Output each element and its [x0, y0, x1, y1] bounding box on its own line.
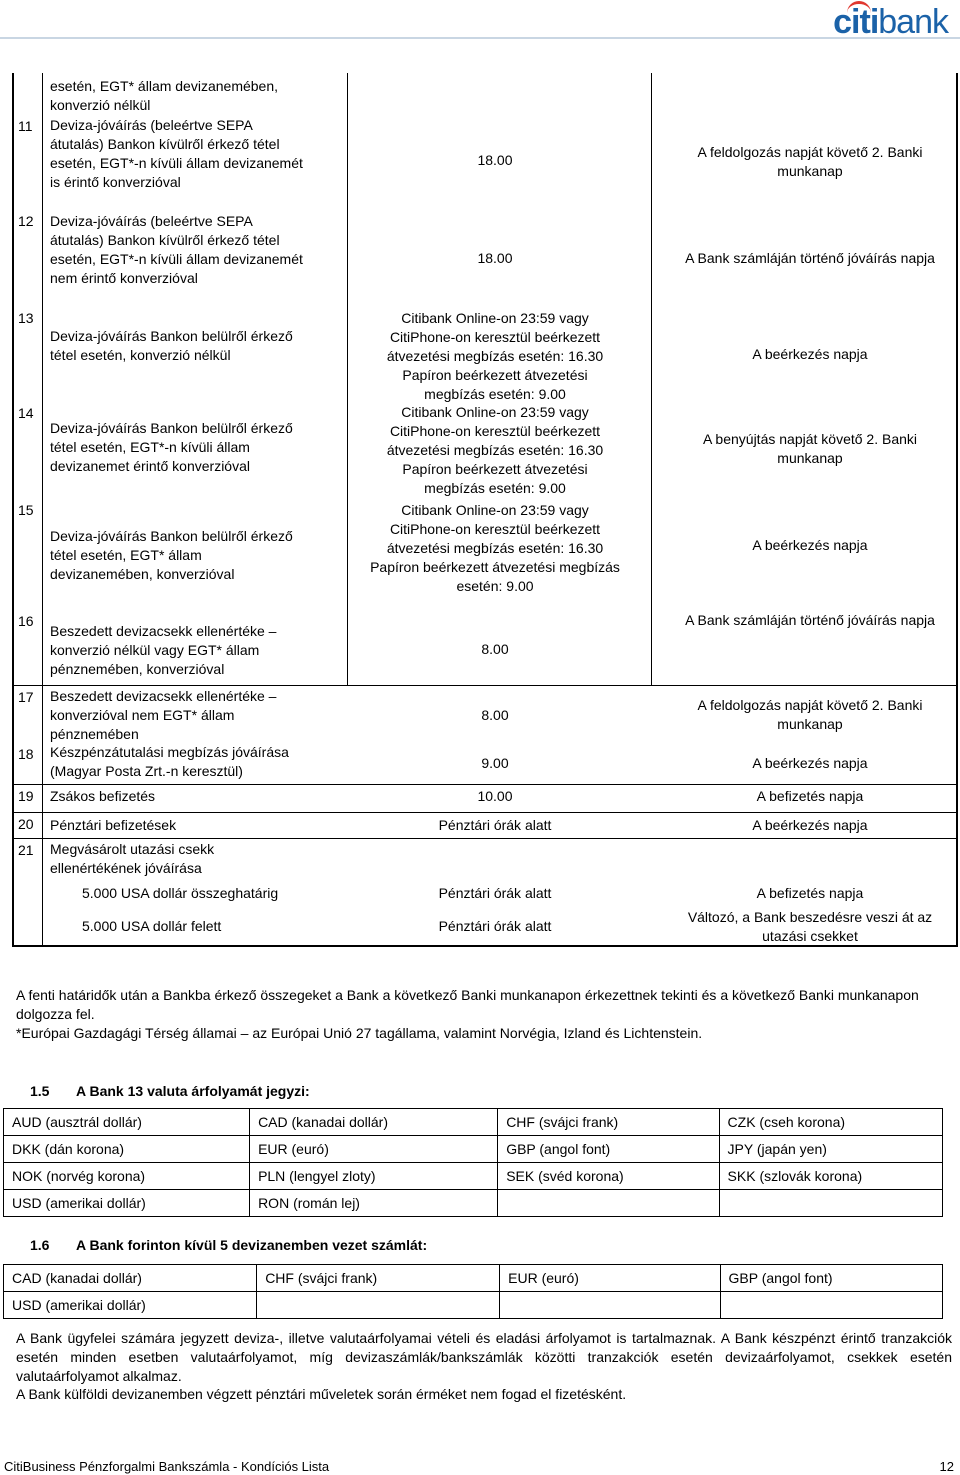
- row-deadline: Citibank Online-on 23:59 vagy: [401, 502, 589, 518]
- currency-cell: NOK (norvég korona): [4, 1163, 250, 1190]
- row-separator: [12, 812, 958, 813]
- row-description: pénznemében, konverzióval: [50, 661, 225, 677]
- currency-cell: CAD (kanadai dollár): [250, 1109, 498, 1136]
- row-number: 13: [18, 310, 34, 326]
- page-footer: [4, 1458, 954, 1475]
- currency-row: [4, 1163, 943, 1190]
- row-description: Deviza-jóváírás Bankon belülről érkező: [50, 420, 293, 436]
- section-1-5-number: 1.5: [30, 1083, 50, 1099]
- row-value-date: munkanap: [777, 163, 843, 179]
- row-number: 16: [18, 613, 34, 629]
- row-deadline: CitiPhone-on keresztül beérkezett: [389, 423, 601, 439]
- section-1-6-number: 1.6: [30, 1237, 50, 1253]
- row-number: 17: [18, 689, 34, 705]
- row-number: 15: [18, 502, 34, 518]
- currency-cell: [257, 1292, 500, 1319]
- row-deadline: 9.00: [481, 755, 509, 771]
- row-description: esetén, EGT*-n kívüli állam devizanemét: [50, 251, 303, 267]
- row-number: 21: [18, 842, 34, 858]
- row-value-date: A befizetés napja: [756, 788, 864, 804]
- currency-cell: SKK (szlovák korona): [719, 1163, 942, 1190]
- row-description: konverzió nélkül: [50, 97, 151, 113]
- currency-cell: CHF (svájci frank): [498, 1109, 719, 1136]
- row-deadline: megbízás esetén: 9.00: [424, 386, 566, 402]
- row-deadline: Citibank Online-on 23:59 vagy: [401, 310, 589, 326]
- row-description: Pénztári befizetések: [50, 817, 177, 833]
- currency-cell: JPY (japán yen): [719, 1136, 942, 1163]
- row-separator: [12, 784, 958, 785]
- row-number: 19: [18, 788, 34, 804]
- row-deadline: átvezetési megbízás esetén: 16.30: [386, 540, 604, 556]
- row-number: 20: [18, 816, 34, 832]
- row-description: tétel esetén, EGT* állam: [50, 547, 202, 563]
- currency-cell: CHF (svájci frank): [257, 1265, 500, 1292]
- row-description: esetén, EGT* állam devizanemében,: [50, 78, 279, 94]
- row-description: esetén, EGT*-n kívüli állam devizanemét: [50, 155, 303, 171]
- row-deadline: átvezetési megbízás esetén: 16.30: [386, 348, 604, 364]
- row-value-date: A Bank számláján történő jóváírás napja: [685, 612, 935, 628]
- currency-cell: DKK (dán korona): [4, 1136, 250, 1163]
- logo-citi-text: citi: [833, 3, 879, 41]
- row-value-date: A feldolgozás napját követő 2. Banki: [697, 144, 923, 160]
- row-deadline: átvezetési megbízás esetén: 16.30: [386, 442, 604, 458]
- table-notes: [16, 986, 936, 1043]
- currency-cell: EUR (euró): [250, 1136, 498, 1163]
- row-deadline: Papíron beérkezett átvezetési megbízás: [370, 559, 620, 575]
- row-value-date: utazási csekket: [762, 928, 858, 944]
- row-deadline: Pénztári órák alatt: [438, 817, 552, 833]
- row-deadline: esetén: 9.00: [456, 578, 534, 594]
- row-description: Deviza-jóváírás Bankon belülről érkező: [50, 528, 293, 544]
- row-description: nem érintő konverzióval: [50, 270, 198, 286]
- row-separator: [12, 838, 958, 839]
- exchange-rate-paragraph: A Bank ügyfelei számára jegyzett deviza-, illetve valutaárfolyamai vételi és eladási árfolyamot is tartalmaznak. A Bank készpénzt érintő tranzakciók esetén minden esetben valutaárfolyamot, míg devizaszámlák/bankszámlák közötti tranzakciók esetén devizaárfolyamot, csekkek esetén valutaárfolyamot alkalmaz.: [16, 1330, 952, 1384]
- row-description: Készpénzátutalási megbízás jóváírása: [50, 744, 289, 760]
- row-description: Deviza-jóváírás Bankon belülről érkező: [50, 328, 293, 344]
- footer-title: CitiBusiness Pénzforgalmi Bankszámla - Kondíciós Lista: [4, 1459, 330, 1474]
- section-1-5-heading: [30, 1083, 310, 1100]
- row-description: devizanemében, konverzióval: [50, 566, 235, 582]
- currency-cell: EUR (euró): [500, 1265, 720, 1292]
- row-deadline: 18.00: [477, 250, 513, 266]
- row-description: Megvásárolt utazási csekk: [50, 841, 215, 857]
- row-description: ellenértékének jóváírása: [50, 860, 202, 876]
- row-value-date: munkanap: [777, 716, 843, 732]
- row-value-date: A beérkezés napja: [752, 755, 868, 771]
- currency-cell: [500, 1292, 720, 1319]
- row-description: Deviza-jóváírás (beleértve SEPA: [50, 213, 253, 229]
- citibank-logo: [833, 4, 948, 40]
- currency-row: [4, 1292, 943, 1319]
- account-currencies-table: [3, 1264, 943, 1319]
- currency-row: [4, 1265, 943, 1292]
- row-value-date: Változó, a Bank beszedésre veszi át az: [687, 909, 933, 925]
- currency-cell: SEK (svéd korona): [498, 1163, 719, 1190]
- currency-cell: USD (amerikai dollár): [4, 1190, 250, 1217]
- row-number: 11: [18, 118, 33, 134]
- row-description: Beszedett devizacsekk ellenértéke –: [50, 688, 277, 704]
- currency-cell: [720, 1292, 942, 1319]
- row-description: átutalás) Bankon kívülről érkező tétel: [50, 232, 280, 248]
- row-description: 5.000 USA dollár összeghatárig: [82, 885, 279, 901]
- quoted-currencies-table: [3, 1108, 943, 1217]
- row-value-date: A befizetés napja: [756, 885, 864, 901]
- row-description: 5.000 USA dollár felett: [82, 918, 222, 934]
- row-deadline: megbízás esetén: 9.00: [424, 480, 566, 496]
- currency-cell: AUD (ausztrál dollár): [4, 1109, 250, 1136]
- row-deadline: Citibank Online-on 23:59 vagy: [401, 404, 589, 420]
- row-value-date: munkanap: [777, 450, 843, 466]
- row-description: tétel esetén, konverzió nélkül: [50, 347, 231, 363]
- note-deadline-rule: A fenti határidők után a Bankba érkező összegeket a Bank a következő Banki munkanapon érkezettnek tekinti és a következő Banki munkanapon dolgozza fel.: [16, 987, 919, 1022]
- section-1-6-heading: [30, 1237, 427, 1254]
- currency-row: [4, 1136, 943, 1163]
- row-deadline: Pénztári órák alatt: [438, 885, 552, 901]
- currency-cell: PLN (lengyel zloty): [250, 1163, 498, 1190]
- table-border-left: [12, 73, 14, 947]
- row-number: 12: [18, 213, 34, 229]
- row-number: 18: [18, 746, 34, 762]
- row-separator: [12, 685, 958, 686]
- row-description: pénznemében: [50, 726, 139, 742]
- section-1-6-title: A Bank forinton kívül 5 devizanemben vezet számlát:: [76, 1237, 428, 1253]
- row-value-date: A beérkezés napja: [752, 537, 868, 553]
- row-deadline: 10.00: [477, 788, 513, 804]
- row-description: (Magyar Posta Zrt.-n keresztül): [50, 763, 243, 779]
- section-1-5-title: A Bank 13 valuta árfolyamát jegyzi:: [76, 1083, 310, 1099]
- column-rule-number: [42, 73, 43, 947]
- row-deadline: Pénztári órák alatt: [438, 918, 552, 934]
- currency-cell: GBP (angol font): [498, 1136, 719, 1163]
- row-description: is érintő konverzióval: [50, 174, 181, 190]
- row-deadline: 18.00: [477, 152, 513, 168]
- row-value-date: A beérkezés napja: [752, 817, 868, 833]
- currency-row: [4, 1190, 943, 1217]
- row-deadline: 8.00: [481, 707, 509, 723]
- row-value-date: A benyújtás napját követő 2. Banki: [702, 431, 918, 447]
- row-description: Zsákos befizetés: [50, 788, 156, 804]
- row-description: konverzióval nem EGT* állam: [50, 707, 235, 723]
- row-value-date: A Bank számláján történő jóváírás napja: [685, 250, 935, 266]
- row-deadline: Papíron beérkezett átvezetési: [402, 461, 588, 477]
- row-deadline: CitiPhone-on keresztül beérkezett: [389, 329, 601, 345]
- row-deadline: CitiPhone-on keresztül beérkezett: [389, 521, 601, 537]
- currency-cell: CAD (kanadai dollár): [4, 1265, 257, 1292]
- currency-cell: [498, 1190, 719, 1217]
- currency-cell: [719, 1190, 942, 1217]
- currency-cell: GBP (angol font): [720, 1265, 942, 1292]
- currency-row: [4, 1109, 943, 1136]
- row-deadline: Papíron beérkezett átvezetési: [402, 367, 588, 383]
- row-number: 14: [18, 405, 34, 421]
- row-description: devizanemet érintő konverzióval: [50, 458, 250, 474]
- row-description: konverzió nélkül vagy EGT* állam: [50, 642, 260, 658]
- row-description: átutalás) Bankon kívülről érkező tétel: [50, 136, 280, 152]
- row-description: Beszedett devizacsekk ellenértéke –: [50, 623, 277, 639]
- row-description: Deviza-jóváírás (beleértve SEPA: [50, 117, 253, 133]
- row-deadline: 8.00: [481, 641, 509, 657]
- currency-cell: RON (román lej): [250, 1190, 498, 1217]
- row-description: tétel esetén, EGT*-n kívüli állam: [50, 439, 250, 455]
- note-eea-definition: *Európai Gazdagági Térség államai – az Európai Unió 27 tagállama, valamint Norvégia, Izland és Lichtenstein.: [16, 1025, 703, 1041]
- currency-cell: USD (amerikai dollár): [4, 1292, 257, 1319]
- header-divider: [0, 37, 960, 39]
- processing-deadline-table: [12, 73, 958, 947]
- page-number: 12: [939, 1459, 954, 1474]
- row-value-date: A beérkezés napja: [752, 346, 868, 362]
- currency-cell: CZK (cseh korona): [719, 1109, 942, 1136]
- logo-bank-text: bank: [878, 3, 948, 41]
- coin-policy-paragraph: A Bank külföldi devizanemben végzett pénztári műveletek során érméket nem fogad el fizetésként.: [16, 1386, 627, 1402]
- row-value-date: A feldolgozás napját követő 2. Banki: [697, 697, 923, 713]
